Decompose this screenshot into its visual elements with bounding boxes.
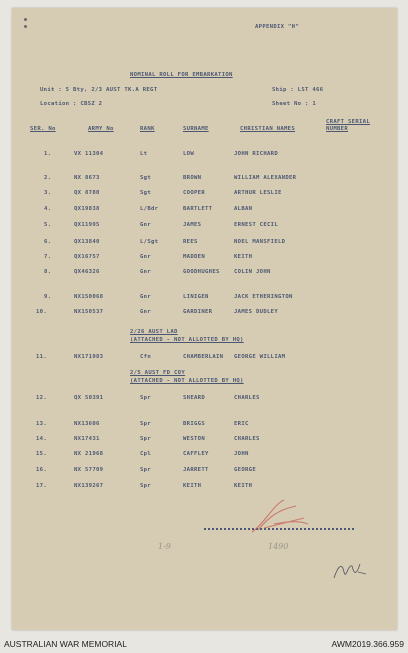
cell-christian-names: ERNEST CECIL xyxy=(234,222,279,228)
cell-army-no: NX150537 xyxy=(74,309,104,315)
cell-ser: 9. xyxy=(44,294,52,300)
cell-ser: 14. xyxy=(36,436,48,442)
cell-rank: Cpl xyxy=(140,451,152,457)
cell-christian-names: GEORGE xyxy=(234,467,257,473)
cell-rank: Sgt xyxy=(140,190,152,196)
cell-surname: LOW xyxy=(183,151,195,157)
footer-institution: AUSTRALIAN WAR MEMORIAL xyxy=(4,639,127,649)
cell-army-no: NX139267 xyxy=(74,483,104,489)
cell-surname: GOODHUGHES xyxy=(183,269,220,275)
cell-rank: Gnr xyxy=(140,294,152,300)
cell-christian-names: COLIN JOHN xyxy=(234,269,271,275)
cell-ser: 2. xyxy=(44,175,52,181)
cell-christian-names: WILLIAM ALEXANDER xyxy=(234,175,297,181)
cell-ser: 5. xyxy=(44,222,52,228)
ship-line: Ship : LST 466 xyxy=(272,87,324,93)
cell-army-no: NX 57709 xyxy=(74,467,104,473)
cell-surname: JAMES xyxy=(183,222,202,228)
cell-rank: L/Bdr xyxy=(140,206,159,212)
cell-christian-names: JAMES DUDLEY xyxy=(234,309,279,315)
cell-rank: L/Sgt xyxy=(140,239,159,245)
section-lad-subtitle: (ATTACHED - NOT ALLOTTED BY HQ) xyxy=(130,337,244,343)
cell-christian-names: JOHN RICHARD xyxy=(234,151,279,157)
cell-rank: Gnr xyxy=(140,309,152,315)
cell-christian-names: CHARLES xyxy=(234,436,260,442)
cell-ser: 7. xyxy=(44,254,52,260)
section-fdcoy-subtitle: (ATTACHED - NOT ALLOTTED BY HQ) xyxy=(130,378,244,384)
cell-rank: Spr xyxy=(140,436,152,442)
sheet-line: Sheet No : 1 xyxy=(272,101,317,107)
cell-army-no: NX150068 xyxy=(74,294,104,300)
cell-christian-names: KEITH xyxy=(234,254,253,260)
staple-holes xyxy=(24,18,27,32)
cell-surname: COOPER xyxy=(183,190,206,196)
col-header-christian: CHRISTIAN NAMES xyxy=(240,126,296,132)
cell-rank: Spr xyxy=(140,421,152,427)
cell-rank: Lt xyxy=(140,151,148,157)
cell-surname: BRIGGS xyxy=(183,421,206,427)
location-line: Location : CBSZ 2 xyxy=(40,101,103,107)
cell-surname: MADDEN xyxy=(183,254,206,260)
cell-rank: Sgt xyxy=(140,175,152,181)
cell-army-no: NX 21968 xyxy=(74,451,104,457)
cell-ser: 3. xyxy=(44,190,52,196)
cell-army-no: QX16757 xyxy=(74,254,100,260)
cell-ser: 17. xyxy=(36,483,48,489)
unit-line: Unit : 5 Bty, 2/3 AUST TK.A REGT xyxy=(40,87,158,93)
cell-army-no: NX13606 xyxy=(74,421,100,427)
signature-initials xyxy=(330,558,370,584)
cell-ser: 11. xyxy=(36,354,48,360)
col-header-surname: SURNAME xyxy=(183,126,209,132)
cell-surname: LINIGEN xyxy=(183,294,209,300)
cell-christian-names: ARTHUR LESLIE xyxy=(234,190,282,196)
document-title: NOMINAL ROLL FOR EMBARKATION xyxy=(130,72,233,78)
cell-surname: BROWN xyxy=(183,175,202,181)
cell-christian-names: ALBAN xyxy=(234,206,253,212)
cell-surname: BARTLETT xyxy=(183,206,213,212)
cell-ser: 8. xyxy=(44,269,52,275)
cell-ser: 4. xyxy=(44,206,52,212)
col-header-army: ARMY No xyxy=(88,126,114,132)
appendix-label: APPENDIX "H" xyxy=(255,24,300,30)
cell-army-no: QX19838 xyxy=(74,206,100,212)
cell-surname: GARDINER xyxy=(183,309,213,315)
cell-surname: KEITH xyxy=(183,483,202,489)
cell-ser: 15. xyxy=(36,451,48,457)
footer-accession: AWM2019.366.959 xyxy=(331,639,404,649)
cell-christian-names: ERIC xyxy=(234,421,249,427)
cell-army-no: NX17431 xyxy=(74,436,100,442)
cell-army-no: NX 8673 xyxy=(74,175,100,181)
cell-army-no: NX171983 xyxy=(74,354,104,360)
cell-christian-names: NOEL MANSFIELD xyxy=(234,239,286,245)
cell-army-no: QX 50391 xyxy=(74,395,104,401)
col-header-craft: CRAFT SERIAL NUMBER xyxy=(326,119,371,132)
section-fdcoy-title: 2/5 AUST FD COY xyxy=(130,370,186,376)
cell-rank: Cfn xyxy=(140,354,152,360)
cell-christian-names: KEITH xyxy=(234,483,253,489)
cell-ser: 13. xyxy=(36,421,48,427)
pencil-note-left: 1-9 xyxy=(158,542,171,551)
signature-red xyxy=(244,494,314,538)
cell-rank: Spr xyxy=(140,483,152,489)
cell-rank: Spr xyxy=(140,395,152,401)
cell-rank: Gnr xyxy=(140,222,152,228)
cell-surname: REES xyxy=(183,239,198,245)
col-header-rank: RANK xyxy=(140,126,155,132)
cell-surname: WESTON xyxy=(183,436,206,442)
cell-surname: CAFFLEY xyxy=(183,451,209,457)
cell-surname: JARRETT xyxy=(183,467,209,473)
cell-army-no: QX13840 xyxy=(74,239,100,245)
cell-rank: Gnr xyxy=(140,269,152,275)
pencil-note-right: 1490 xyxy=(268,542,289,551)
cell-ser: 6. xyxy=(44,239,52,245)
cell-surname: CHAMBERLAIN xyxy=(183,354,224,360)
cell-christian-names: GEORGE WILLIAM xyxy=(234,354,286,360)
cell-army-no: QX46326 xyxy=(74,269,100,275)
cell-ser: 10. xyxy=(36,309,48,315)
cell-christian-names: JOHN xyxy=(234,451,249,457)
cell-surname: SHEARD xyxy=(183,395,206,401)
cell-army-no: QX 8780 xyxy=(74,190,100,196)
cell-rank: Spr xyxy=(140,467,152,473)
section-lad-title: 2/26 AUST LAD xyxy=(130,329,178,335)
cell-christian-names: JACK ETHERINGTON xyxy=(234,294,293,300)
cell-rank: Gnr xyxy=(140,254,152,260)
cell-army-no: VX 11304 xyxy=(74,151,104,157)
cell-ser: 16. xyxy=(36,467,48,473)
cell-army-no: QX11995 xyxy=(74,222,100,228)
cell-christian-names: CHARLES xyxy=(234,395,260,401)
cell-ser: 1. xyxy=(44,151,52,157)
cell-ser: 12. xyxy=(36,395,48,401)
col-header-ser: SER. No xyxy=(30,126,56,132)
